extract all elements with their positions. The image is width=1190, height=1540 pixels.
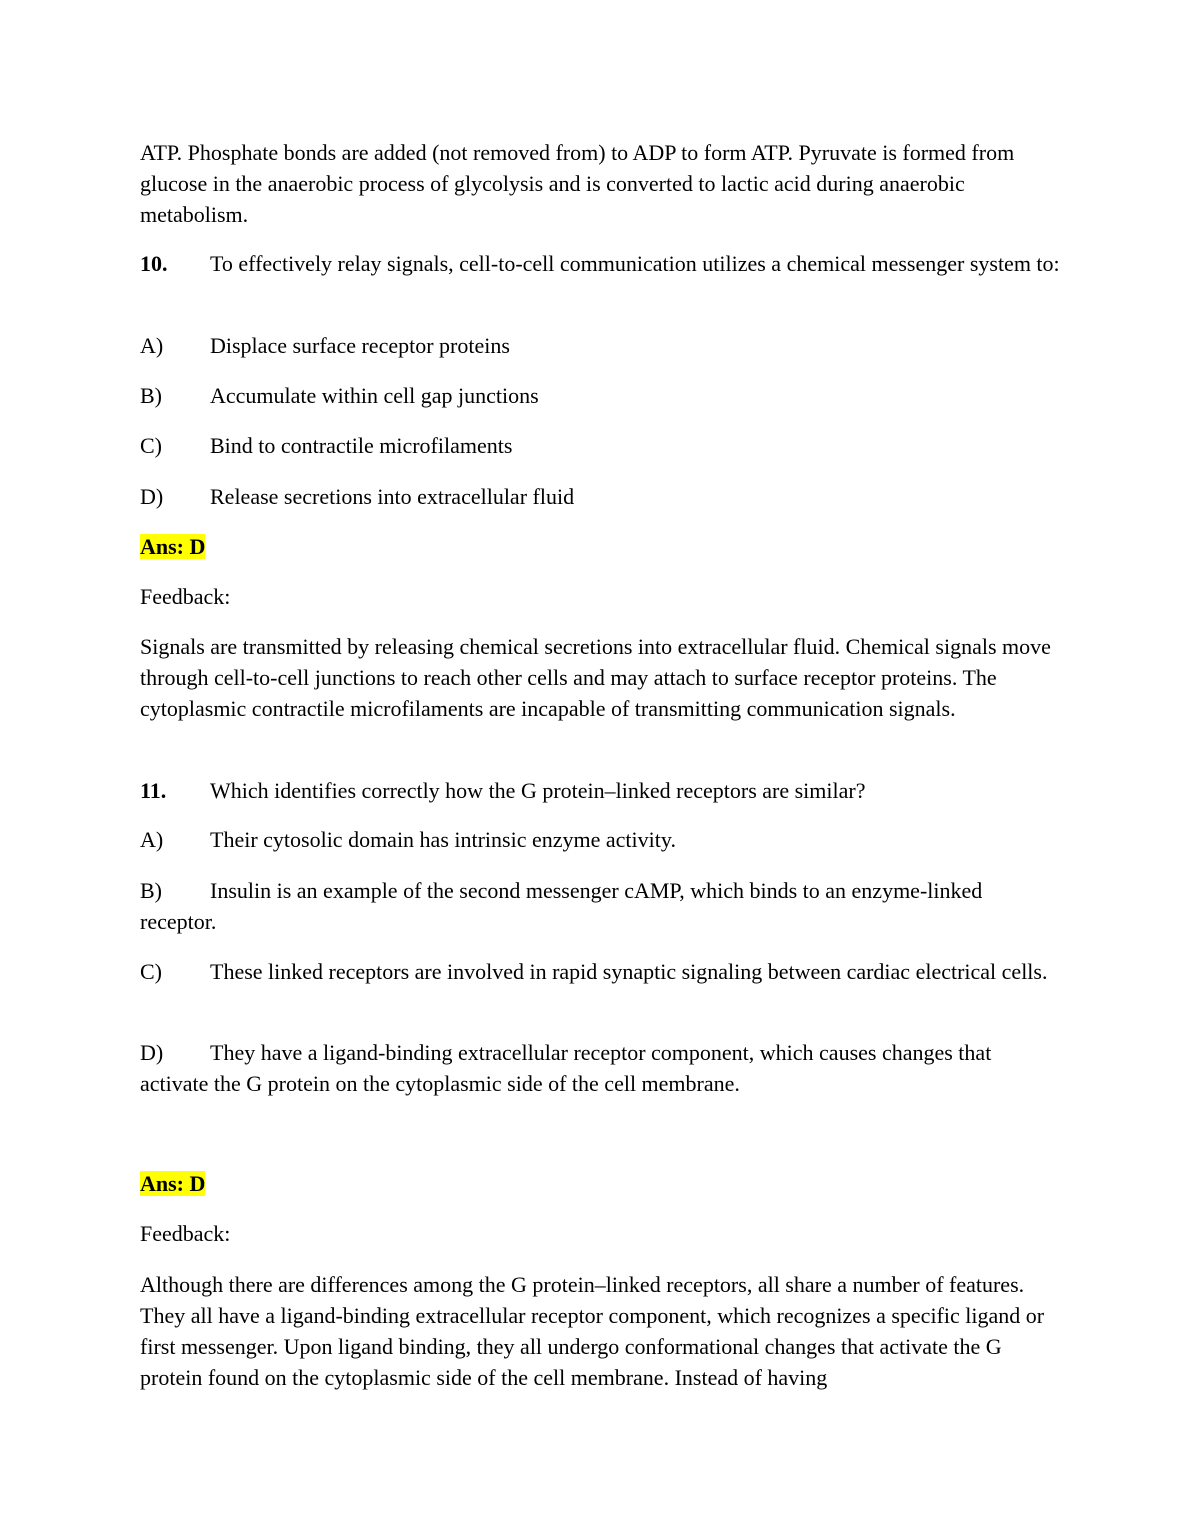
option-a xyxy=(140,824,1060,855)
feedback-label: Feedback: xyxy=(140,584,231,609)
option-c xyxy=(140,430,1060,461)
option-text: Their cytosolic domain has intrinsic enzyme activity. xyxy=(210,827,676,852)
option-text: Release secretions into extracellular fluid xyxy=(210,484,575,509)
option-text: Insulin is an example of the second messenger cAMP, which binds to an enzyme-linked receptor. xyxy=(140,878,983,934)
feedback-label: Feedback: xyxy=(140,1221,231,1246)
answer-line xyxy=(140,531,1060,562)
feedback-text: Signals are transmitted by releasing chemical secretions into extracellular fluid. Chemical signals move through cell-to-cell junctions to reach other cells and may attach to surface receptor proteins. The cytoplasmic contractile microfilaments are incapable of transmitting communication signals. xyxy=(140,634,1051,721)
feedback-text: Although there are differences among the G protein–linked receptors, all share a number of features. They all have a ligand-binding extracellular receptor component, which recognizes a specific ligand or first messenger. Upon ligand binding, they all undergo conformational changes that activate the G protein found on the cytoplasmic side of the cell membrane. Instead of having xyxy=(140,1272,1045,1390)
option-text: These linked receptors are involved in rapid synaptic signaling between cardiac electrical cells. xyxy=(210,959,1048,984)
option-b xyxy=(140,380,1060,411)
option-label: A) xyxy=(140,827,164,852)
option-a xyxy=(140,330,1060,361)
question-number: 10. xyxy=(140,251,168,276)
option-text: They have a ligand-binding extracellular receptor component, which causes changes that activate the G protein on the cytoplasmic side of the cell membrane. xyxy=(140,1040,992,1096)
option-b xyxy=(140,875,1060,937)
option-text: Accumulate within cell gap junctions xyxy=(210,383,539,408)
option-d xyxy=(140,481,1060,512)
option-text: Bind to contractile microfilaments xyxy=(210,433,513,458)
option-label: B) xyxy=(140,878,162,903)
option-label: B) xyxy=(140,383,162,408)
option-label: D) xyxy=(140,1040,164,1065)
answer-line xyxy=(140,1168,1060,1199)
option-label: A) xyxy=(140,333,164,358)
question-number: 11. xyxy=(140,778,167,803)
question-10 xyxy=(140,248,1060,279)
answer-highlight: Ans: D xyxy=(140,534,206,559)
option-label: D) xyxy=(140,484,164,509)
option-text: Displace surface receptor proteins xyxy=(210,333,510,358)
answer-highlight: Ans: D xyxy=(140,1171,206,1196)
option-label: C) xyxy=(140,959,162,984)
question-11 xyxy=(140,775,1060,806)
question-stem: To effectively relay signals, cell-to-cell communication utilizes a chemical messenger system to: xyxy=(210,251,1060,276)
question-stem: Which identifies correctly how the G protein–linked receptors are similar? xyxy=(210,778,866,803)
option-c xyxy=(140,956,1060,987)
intro-paragraph: ATP. Phosphate bonds are added (not removed from) to ADP to form ATP. Pyruvate is formed from glucose in the anaerobic process of glycolysis and is converted to lactic acid during anaerobic metabolism. xyxy=(140,140,1015,227)
option-label: C) xyxy=(140,433,162,458)
option-d xyxy=(140,1037,1060,1099)
